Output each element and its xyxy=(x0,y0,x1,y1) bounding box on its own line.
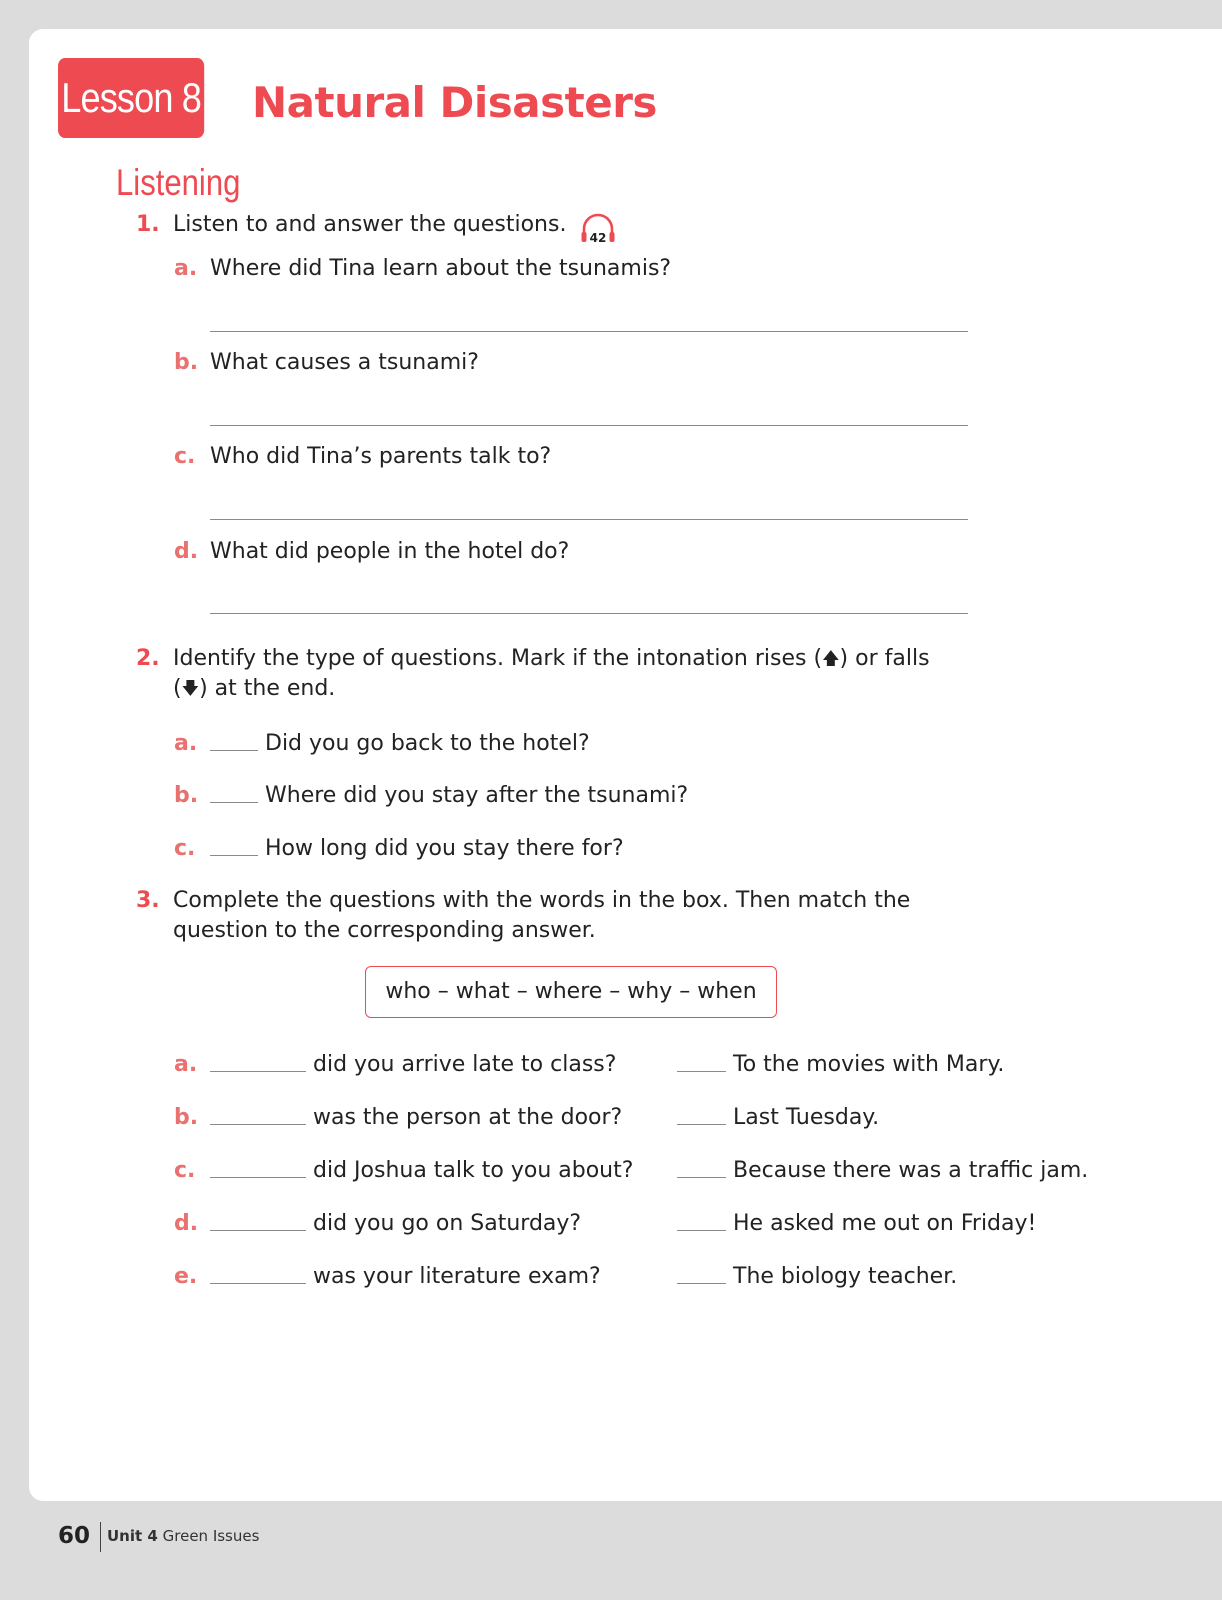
ex1-item-b-answer-line[interactable] xyxy=(210,425,968,426)
ex1-item-d-answer-line[interactable] xyxy=(210,613,968,614)
arrow-down-icon: 🡇 xyxy=(181,679,200,699)
exercise-3-instruction-line-1: Complete the questions with the words in the box. Then match the xyxy=(173,888,911,913)
exercise-2-instruction-line-1: Identify the type of questions. Mark if the intonation rises (🡅) or falls xyxy=(173,644,930,674)
ex3-item-c-letter: c. xyxy=(174,1158,196,1183)
ex3-item-d-blank[interactable] xyxy=(210,1230,306,1231)
unit-label: Unit 4 Green Issues xyxy=(107,1527,260,1545)
exercise-1-instruction: Listen to and answer the questions. xyxy=(173,212,567,237)
ex3-item-a-letter: a. xyxy=(174,1052,198,1077)
ex2-item-a-question: Did you go back to the hotel? xyxy=(265,731,590,756)
ex3-item-b-answer: Last Tuesday. xyxy=(733,1105,880,1130)
exercise-3-instruction-line-2: question to the corresponding answer. xyxy=(173,918,596,943)
ex2-item-c-question: How long did you stay there for? xyxy=(265,836,624,861)
word-box: who – what – where – why – when xyxy=(365,966,777,1018)
ex3-item-a-blank[interactable] xyxy=(210,1071,306,1072)
ex3-item-a-question: did you arrive late to class? xyxy=(313,1052,617,1077)
footer-divider xyxy=(100,1522,101,1552)
ex1-item-b-question: What causes a tsunami? xyxy=(210,350,479,375)
exercise-1-number: 1. xyxy=(136,212,160,237)
ex3-item-a-match-blank[interactable] xyxy=(677,1071,726,1072)
ex3-item-d-question: did you go on Saturday? xyxy=(313,1211,582,1236)
exercise-3-number: 3. xyxy=(136,888,160,913)
lesson-badge: Lesson 8 xyxy=(58,58,204,138)
ex1-item-d-letter: d. xyxy=(174,539,199,564)
ex3-item-c-blank[interactable] xyxy=(210,1177,306,1178)
audio-track-number: 42 xyxy=(589,231,607,245)
ex1-item-c-answer-line[interactable] xyxy=(210,519,968,520)
ex3-item-c-match-blank[interactable] xyxy=(677,1177,726,1178)
ex1-item-a-letter: a. xyxy=(174,256,198,281)
ex3-item-c-answer: Because there was a traffic jam. xyxy=(733,1158,1089,1183)
ex3-item-a-answer: To the movies with Mary. xyxy=(733,1052,1005,1077)
ex1-item-c-question: Who did Tina’s parents talk to? xyxy=(210,444,552,469)
ex2-item-b-blank[interactable] xyxy=(210,802,258,803)
ex3-item-e-letter: e. xyxy=(174,1264,198,1289)
arrow-up-icon: 🡅 xyxy=(822,649,840,669)
ex1-item-a-answer-line[interactable] xyxy=(210,331,968,332)
ex3-item-b-letter: b. xyxy=(174,1105,199,1130)
ex3-item-e-question: was your literature exam? xyxy=(313,1264,601,1289)
headphones-icon xyxy=(580,213,616,247)
ex2-item-b-letter: b. xyxy=(174,783,199,808)
ex3-item-e-blank[interactable] xyxy=(210,1283,306,1284)
ex2-item-c-blank[interactable] xyxy=(210,855,258,856)
lesson-title: Natural Disasters xyxy=(252,78,657,127)
ex3-item-e-answer: The biology teacher. xyxy=(733,1264,958,1289)
ex2-item-b-question: Where did you stay after the tsunami? xyxy=(265,783,689,808)
ex2-item-a-blank[interactable] xyxy=(210,750,258,751)
ex1-item-c-letter: c. xyxy=(174,444,196,469)
ex3-item-d-match-blank[interactable] xyxy=(677,1230,726,1231)
ex2-item-c-letter: c. xyxy=(174,836,196,861)
ex3-item-b-match-blank[interactable] xyxy=(677,1124,726,1125)
ex3-item-d-letter: d. xyxy=(174,1211,199,1236)
ex1-item-d-question: What did people in the hotel do? xyxy=(210,539,570,564)
ex2-item-a-letter: a. xyxy=(174,731,198,756)
ex3-item-d-answer: He asked me out on Friday! xyxy=(733,1211,1037,1236)
ex3-item-e-match-blank[interactable] xyxy=(677,1283,726,1284)
ex1-item-b-letter: b. xyxy=(174,350,199,375)
exercise-2-instruction-line-2: (🡇) at the end. xyxy=(173,674,335,704)
workbook-page xyxy=(29,29,1222,1501)
section-title: Listening xyxy=(116,162,241,203)
ex3-item-b-question: was the person at the door? xyxy=(313,1105,623,1130)
ex3-item-c-question: did Joshua talk to you about? xyxy=(313,1158,634,1183)
ex1-item-a-question: Where did Tina learn about the tsunamis? xyxy=(210,256,672,281)
exercise-2-number: 2. xyxy=(136,646,160,671)
ex3-item-b-blank[interactable] xyxy=(210,1124,306,1125)
page-number: 60 xyxy=(58,1523,91,1549)
